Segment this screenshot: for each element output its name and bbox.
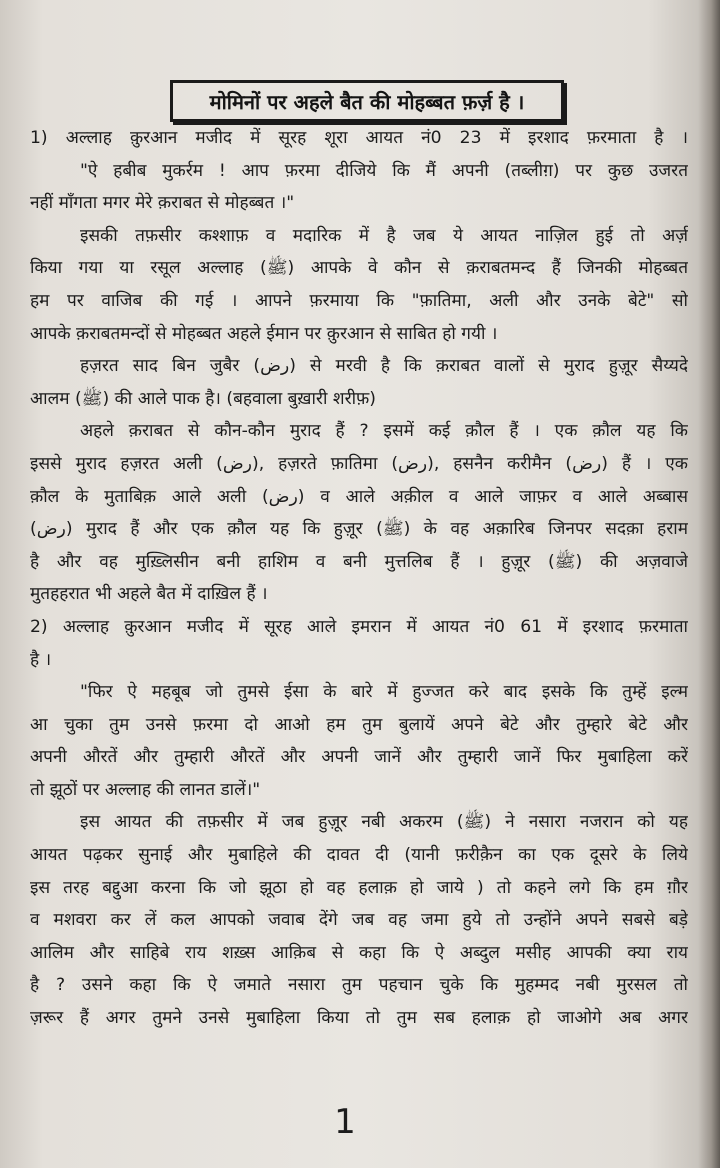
text-line: "फिर ऐ महबूब जो तुमसे ईसा के बारे में हुज्जत करे बाद इसके कि तुम्हें इल्म — [80, 682, 688, 703]
text-line: है । — [30, 649, 52, 670]
text-line: आलम (ﷺ) की आले पाक है। (बहवाला बुख़ारी शरीफ़) — [30, 388, 377, 409]
text-line: 1) अल्लाह क़ुरआन मजीद में सूरह शूरा आयत नं0 23 में इरशाद फ़रमाता है । — [30, 128, 688, 148]
text-line: तो झूठों पर अल्लाह की लानत डालें।" — [30, 779, 261, 800]
text-line: आयत पढ़कर सुनाई और मुबाहिले की दावत दी (यानी फ़रीक़ैन का एक दूसरे के लिये — [30, 845, 688, 866]
text-line: अहले क़राबत से कौन-कौन मुराद हैं ? इसमें कई क़ौल हैं । एक क़ौल यह कि — [80, 421, 688, 442]
book-spine-shadow — [698, 0, 720, 1168]
chapter-title: मोमिनों पर अहले बैत की मोहब्बत फ़र्ज़ है । — [209, 89, 525, 114]
text-line: आलिम और साहिबे राय शख़्स आक़िब से कहा कि ऐ अब्दुल मसीह आपकी क्या राय — [30, 942, 688, 963]
text-line: अपनी औरतें और तुम्हारी औरतें और अपनी जानें और तुम्हारी जानें फिर मुबाहिला करें — [30, 747, 688, 768]
text-line: (رض) मुराद हैं और एक क़ौल यह कि हुज़ूर (ﷺ) के वह अक़ारिब जिनपर सदक़ा हराम — [30, 519, 688, 540]
text-line: 2) अल्लाह क़ुरआन मजीद में सूरह आले इमरान में आयत नं0 61 में इरशाद फ़रमाता — [30, 616, 688, 637]
text-line: हज़रत साद बिन जुबैर (رض) से मरवी है कि क़राबत वालों से मुराद हुज़ूर सैय्यदे — [80, 356, 688, 377]
chapter-title-box — [170, 80, 564, 122]
text-line: है और वह मुख़्लिसीन बनी हाशिम व बनी मुत्तलिब हैं । हुज़ूर (ﷺ) की अज़वाजे — [30, 551, 688, 572]
text-line: इसकी तफ़सीर कश्शाफ़ व मदारिक में है जब ये आयत नाज़िल हुई तो अर्ज़ — [80, 225, 688, 246]
text-line: किया गया या रसूल अल्लाह (ﷺ) आपके वे कौन से क़राबतमन्द हैं जिनकी मोहब्बत — [30, 258, 688, 279]
text-line: है ? उसने कहा कि ऐ जमाते नसारा तुम पहचान चुके कि मुहम्मद नबी मुरसल तो — [30, 975, 688, 996]
text-line: आ चुका तुम उनसे फ़रमा दो आओ हम तुम बुलायें अपने बेटे और तुम्हारे बेटे और — [30, 714, 688, 735]
text-line: इससे मुराद हज़रत अली (رض), हज़रते फ़ातिमा (رض), हसनैन करीमैन (رض) हैं । एक — [30, 453, 688, 474]
text-line: नहीं माँगता मगर मेरे क़राबत से मोहब्बत ।" — [30, 193, 295, 214]
text-line: क़ौल के मुताबिक़ आले अली (رض) व आले अक़ील व आले जाफ़र व आले अब्बास — [30, 486, 688, 507]
text-line: हम पर वाजिब की गई । आपने फ़रमाया कि "फ़ातिमा, अली और उनके बेटे" सो — [30, 290, 688, 311]
text-line: ज़रूर हैं अगर तुमने उनसे मुबाहिला किया तो तुम सब हलाक़ हो जाओगे अब अगर — [30, 1008, 688, 1029]
text-line: इस तरह बद्दुआ करना कि जो झूठा हो वह हलाक़ हो जाये ) तो कहने लगे कि हम ग़ौर — [30, 877, 688, 898]
text-line: आपके क़राबतमन्दों से मोहब्बत अहले ईमान पर क़ुरआन से साबित हो गयी । — [30, 323, 498, 344]
text-line: मुतहहरात भी अहले बैत में दाख़िल हैं । — [30, 584, 268, 605]
text-line: इस आयत की तफ़सीर में जब हुज़ूर नबी अकरम (ﷺ) ने नसारा नजरान को यह — [80, 812, 688, 833]
body-text — [30, 122, 688, 1035]
page-number: 1 — [334, 1102, 356, 1142]
text-line: व मशवरा कर लें कल आपको जवाब देंगे जब वह जमा हुये तो उन्होंने अपने सबसे बड़े — [30, 910, 688, 931]
text-line: "ऐ हबीब मुकर्रम ! आप फ़रमा दीजिये कि मैं अपनी (तब्लीग़) पर कुछ उजरत — [80, 160, 688, 181]
